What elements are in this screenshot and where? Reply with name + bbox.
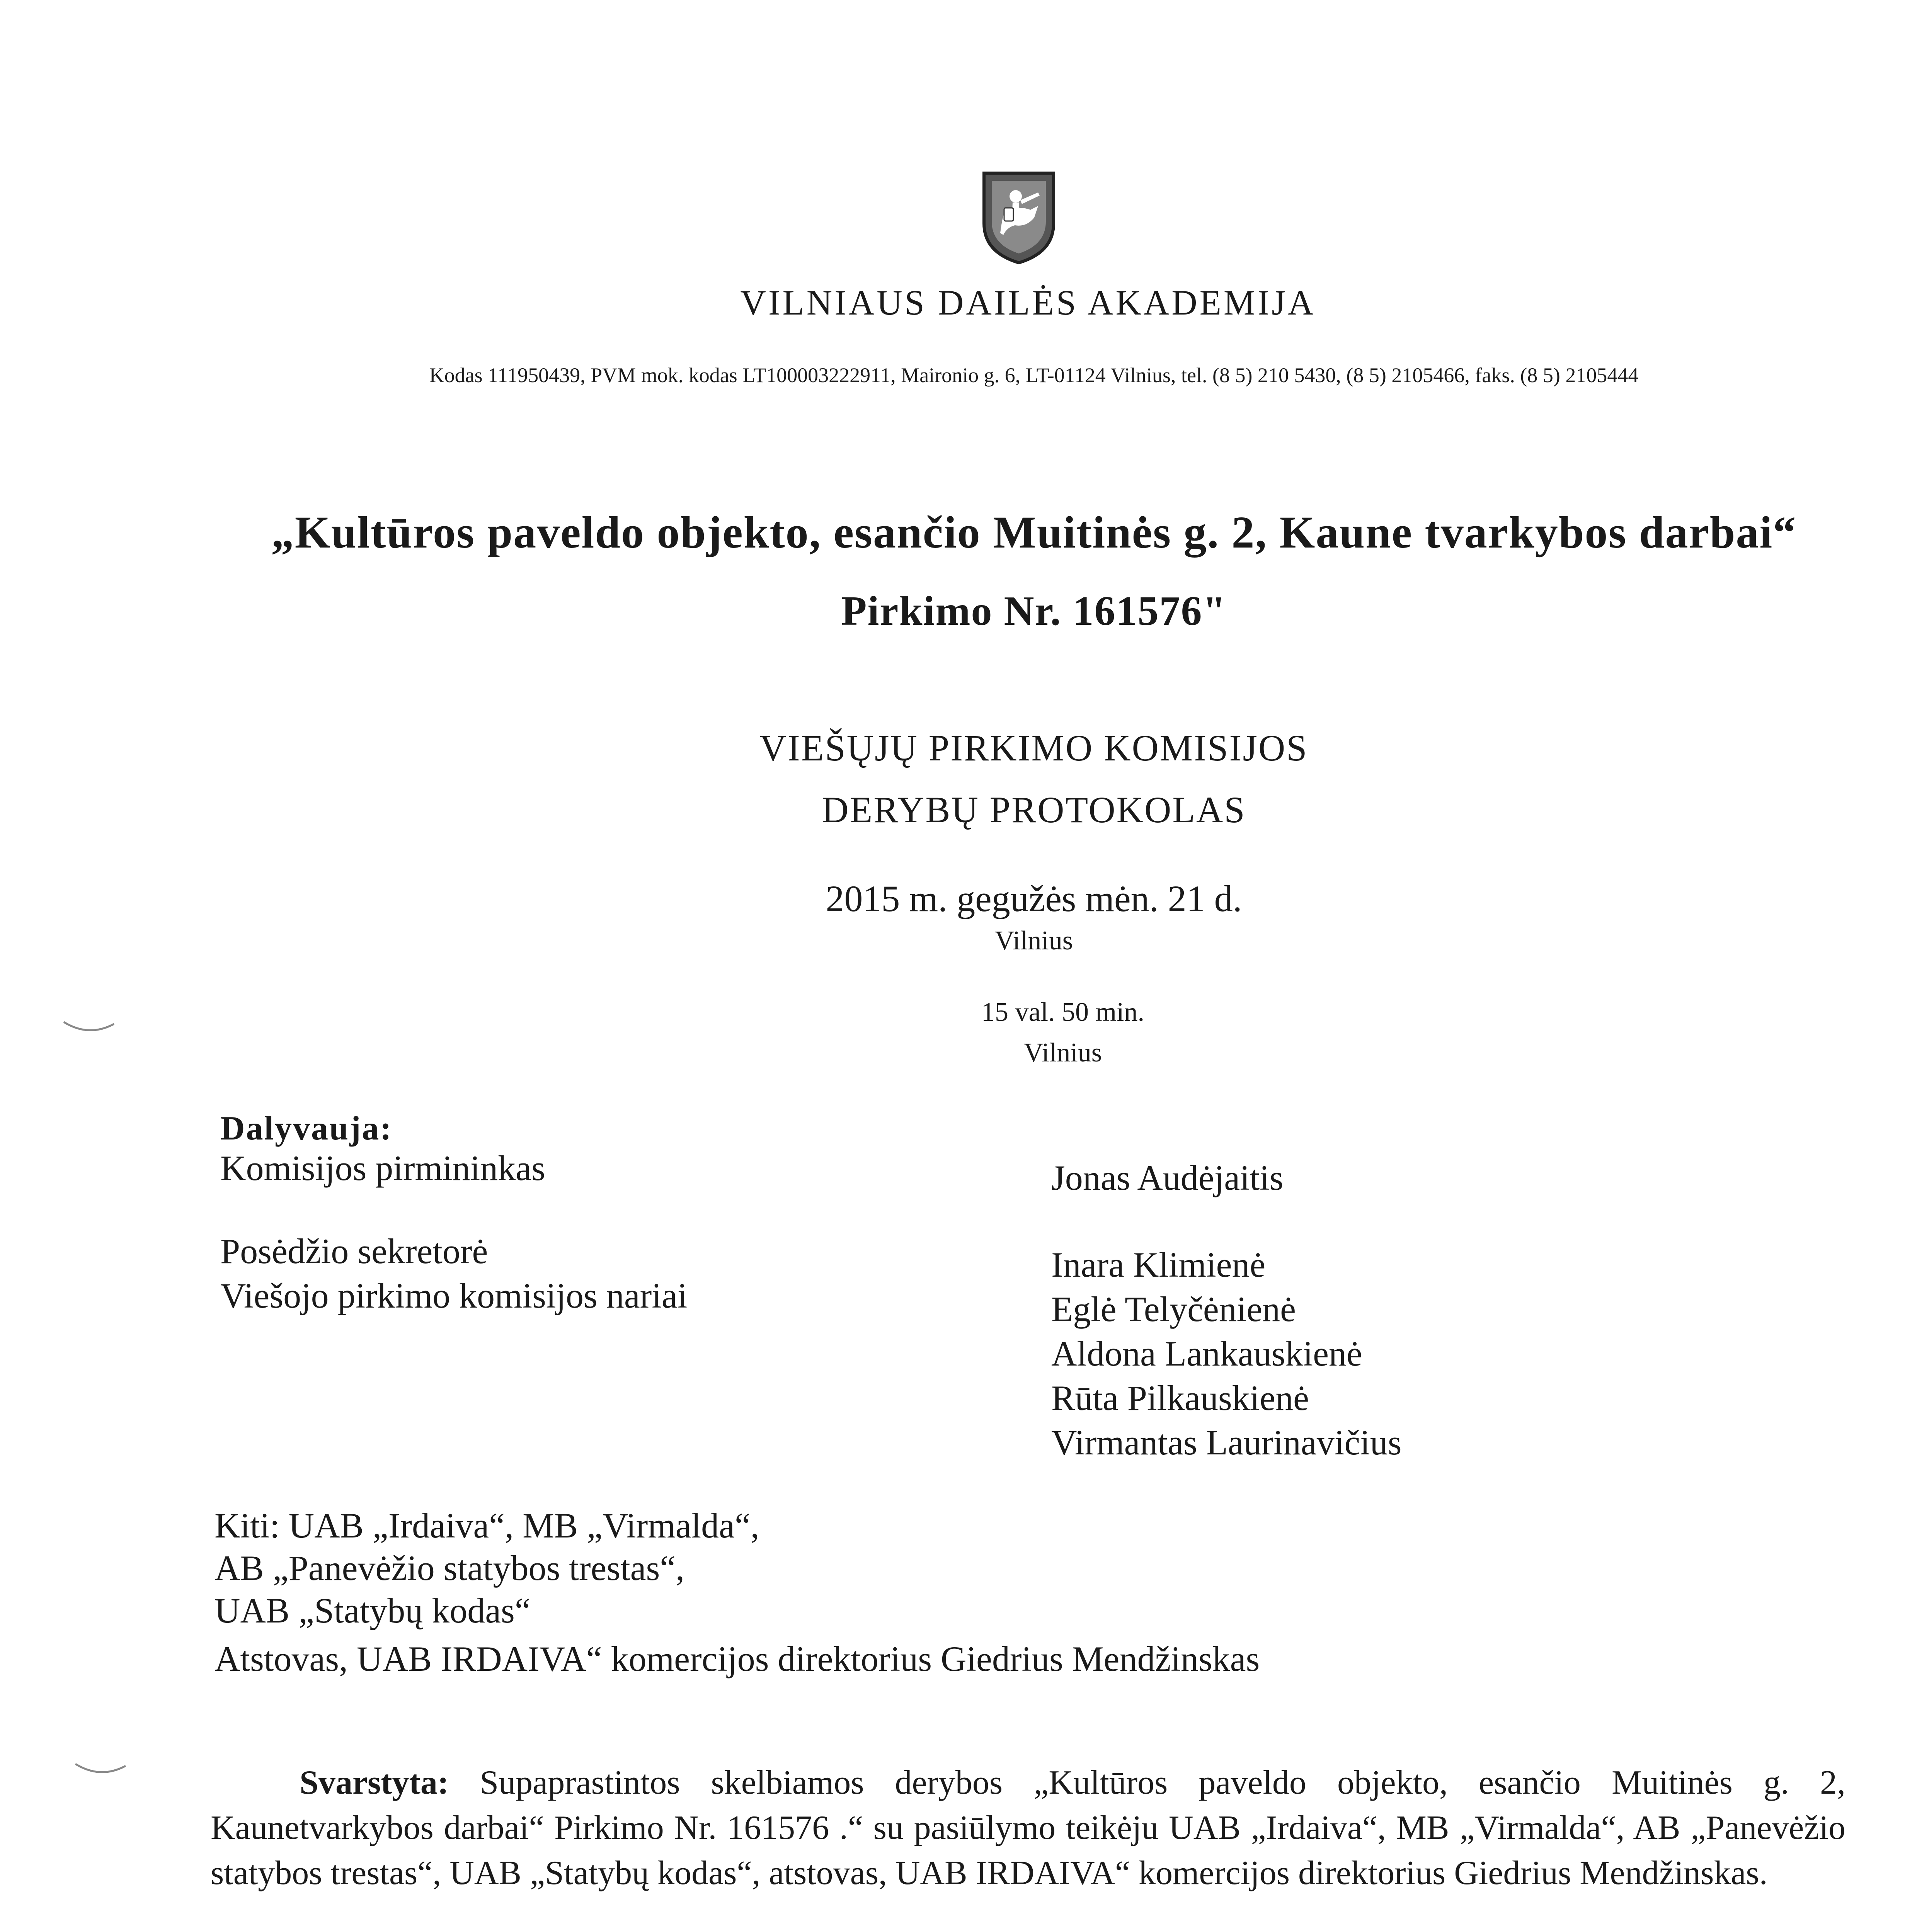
meeting-time: 15 val. 50 min.	[981, 997, 1144, 1027]
protocol-heading-line1: VIEŠŲJŲ PIRKIMO KOMISIJOS	[759, 727, 1308, 769]
institution-details: Kodas 111950439, PVM mok. kodas LT100003222911, Maironio g. 6, LT-01124 Vilnius, tel. (8 5) 210 5430, (8 5) 2105466, faks. (8 5) 2105444	[429, 364, 1639, 387]
considered-paragraph	[211, 1760, 1845, 1896]
members-role: Viešojo pirkimo komisijos nariai	[220, 1276, 688, 1315]
secretary-name: Inara Klimienė	[1051, 1245, 1266, 1284]
chair-role: Komisijos pirmininkas	[220, 1148, 545, 1188]
coat-of-arms-icon	[980, 169, 1057, 266]
meeting-place: Vilnius	[995, 926, 1073, 956]
participants-label: Dalyvauja:	[220, 1110, 393, 1147]
member-name: Eglė Telyčėnienė	[1051, 1289, 1296, 1329]
considered-label: Svarstyta:	[300, 1764, 449, 1801]
meeting-place-2: Vilnius	[1024, 1038, 1102, 1068]
secretary-role: Posėdžio sekretorė	[220, 1231, 488, 1271]
considered-text: Supaprastintos skelbiamos derybos „Kultūros paveldo objekto, esančio Muitinės g. 2, Kaunetvarkybos darbai“ Pirkimo Nr. 161576 .“ su pasiūlymo teikėju UAB „Irdaiva“, MB „Virmalda“, AB „Panevėžio statybos trestas“, UAB „Statybų kodas“, atstovas, UAB IRDAIVA“ komercijos direktorius Giedrius Mendžinskas.	[211, 1764, 1845, 1892]
member-name: Rūta Pilkauskienė	[1051, 1378, 1309, 1418]
member-name: Virmantas Laurinavičius	[1051, 1423, 1402, 1462]
chair-name: Jonas Audėjaitis	[1051, 1158, 1284, 1197]
procurement-number: Pirkimo Nr. 161576"	[841, 588, 1227, 634]
representative-line: Atstovas, UAB IRDAIVA“ komercijos direktorius Giedrius Mendžinskas	[215, 1639, 1260, 1679]
others-line: AB „Panevėžio statybos trestas“,	[215, 1548, 685, 1588]
punch-hole-mark	[62, 1020, 116, 1036]
protocol-heading-line2: DERYBŲ PROTOKOLAS	[822, 789, 1246, 830]
document-title: „Kultūros paveldo objekto, esančio Muitinės g. 2, Kaune tvarkybos darbai“	[271, 507, 1797, 558]
member-name: Aldona Lankauskienė	[1051, 1334, 1362, 1373]
meeting-date: 2015 m. gegužės mėn. 21 d.	[826, 878, 1242, 919]
others-line: UAB „Statybų kodas“	[215, 1591, 531, 1630]
institution-name: VILNIAUS DAILĖS AKADEMIJA	[740, 283, 1316, 322]
punch-hole-mark	[73, 1762, 128, 1777]
others-line: Kiti: UAB „Irdaiva“, MB „Virmalda“,	[215, 1506, 759, 1545]
